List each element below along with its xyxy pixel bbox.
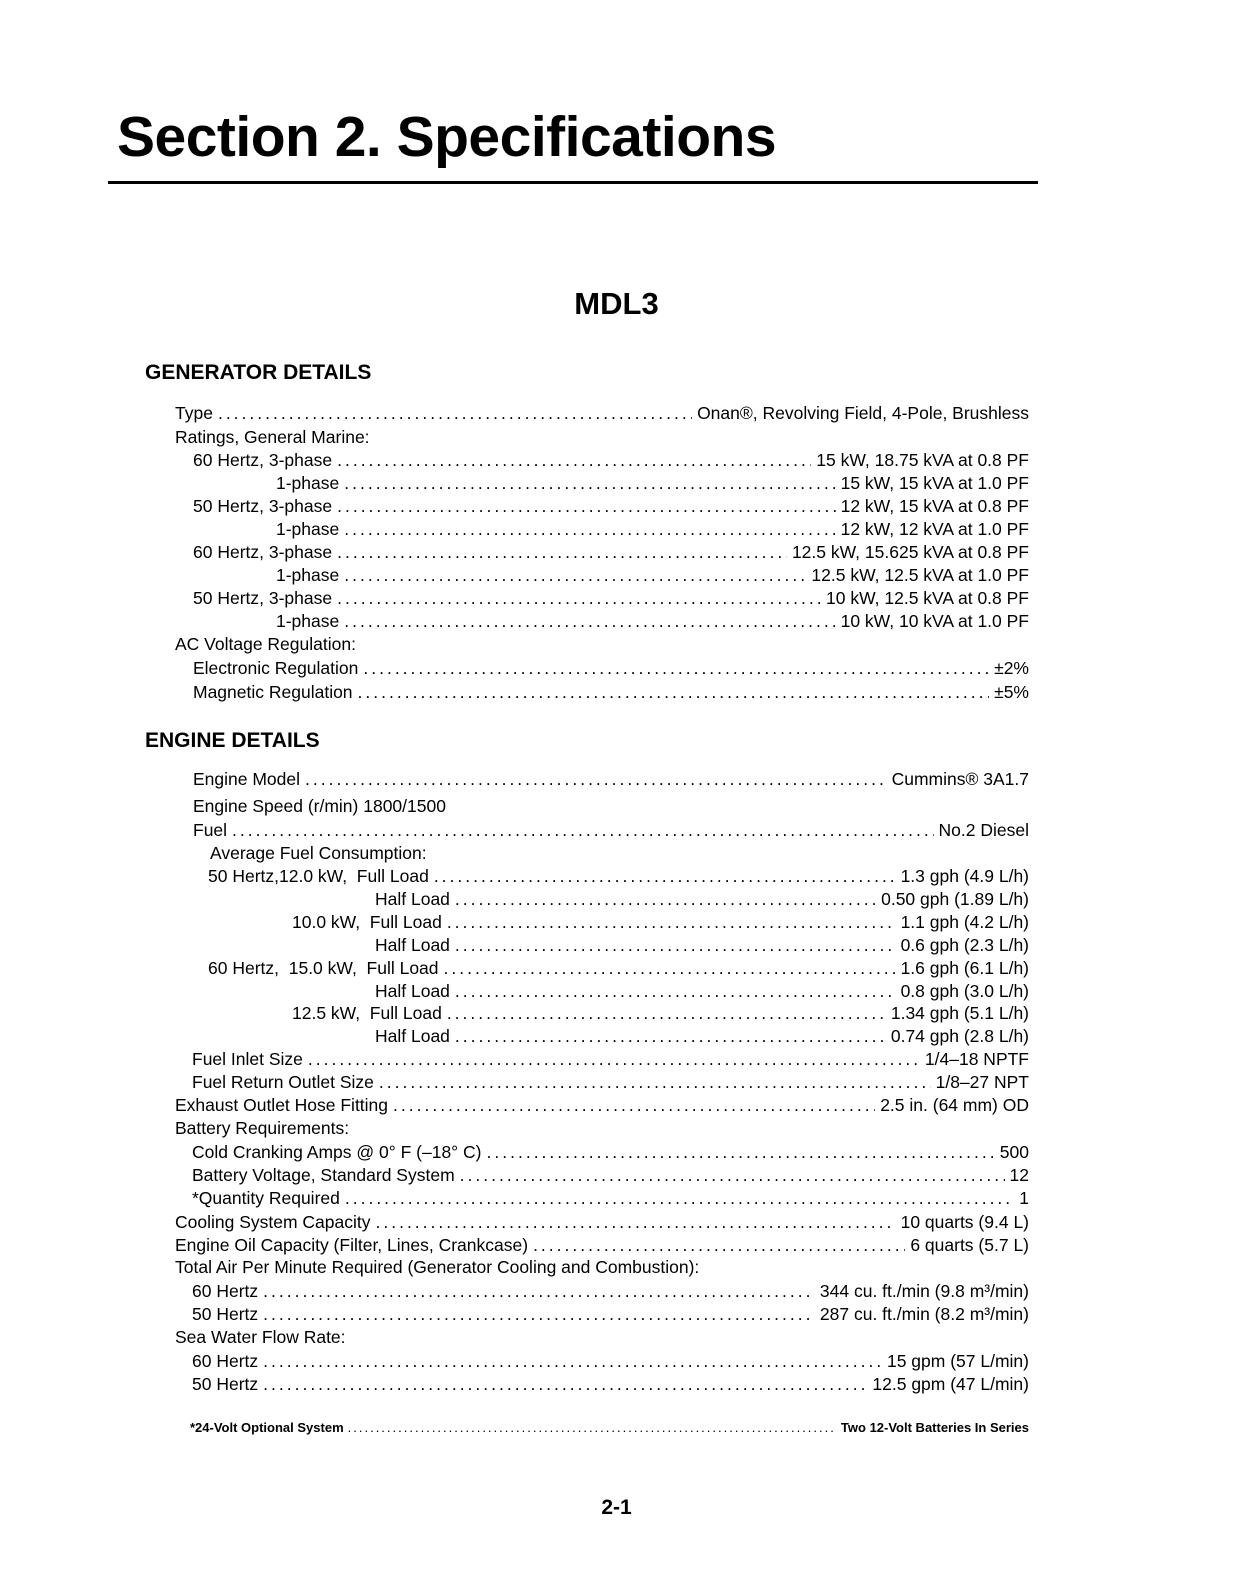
page-number: 2-1 [601,1496,632,1519]
spec-value: 1.6 gph (6.1 L/h) [900,958,1029,978]
spec-row [193,494,1029,518]
spec-value: 0.8 gph (3.0 L/h) [900,981,1029,1001]
footnote-label: *24-Volt Optional System [190,1420,344,1435]
leader-dots [447,1001,886,1025]
spec-row [192,1372,1029,1396]
spec-row [193,680,1029,704]
leader-dots [218,401,692,425]
spec-value: 1.3 gph (4.9 L/h) [900,866,1029,886]
spec-row [175,1233,1029,1257]
spec-label: Half Load [375,935,450,955]
spec-row [375,933,1029,957]
spec-row [192,1070,1029,1094]
spec-label: 1-phase [276,519,340,539]
spec-value: 12.5 kW, 12.5 kVA at 1.0 PF [811,565,1029,585]
spec-label: Engine Speed (r/min) 1800/1500 [193,796,446,816]
spec-value: 12 kW, 12 kVA at 1.0 PF [840,519,1029,539]
spec-label: 10.0 kW, Full Load [292,912,442,932]
spec-row [208,864,1029,888]
spec-row [192,1279,1029,1303]
spec-label: 1-phase [276,473,340,493]
spec-subheading [175,632,356,656]
spec-value: 2.5 in. (64 mm) OD [880,1095,1029,1115]
spec-value: 1.1 gph (4.2 L/h) [900,912,1029,932]
spec-label: Fuel [193,820,228,840]
spec-row [375,979,1029,1003]
spec-label: AC Voltage Regulation: [175,634,356,654]
spec-row [276,563,1029,587]
leader-dots [344,471,835,495]
leader-dots [455,887,876,911]
spec-label: 1-phase [276,611,340,631]
spec-subheading [210,841,427,865]
spec-label: 50 Hertz,12.0 kW, Full Load [208,866,429,886]
leader-dots [455,933,896,957]
spec-label: Half Load [375,889,450,909]
footnote [190,1418,1029,1438]
leader-dots [263,1349,882,1373]
leader-dots [533,1233,905,1257]
generator-details-heading: GENERATOR DETAILS [145,361,372,384]
spec-label: Cooling System Capacity [175,1212,371,1232]
spec-value: 15 gpm (57 L/min) [886,1351,1029,1371]
spec-label: 60 Hertz, 15.0 kW, Full Load [208,958,439,978]
spec-row [276,517,1029,541]
spec-value: 344 cu. ft./min (9.8 m³/min) [819,1281,1029,1301]
spec-label: 60 Hertz, 3-phase [193,450,333,470]
leader-dots [363,656,989,680]
spec-row [192,1349,1029,1373]
title-divider [108,181,1038,184]
spec-value: 12.5 kW, 15.625 kVA at 0.8 PF [791,542,1029,562]
spec-value: 10 kW, 12.5 kVA at 0.8 PF [826,588,1029,608]
spec-label: Total Air Per Minute Required (Generator Cooling and Combustion): [175,1257,700,1277]
spec-row [193,767,1029,791]
spec-label: Sea Water Flow Rate: [175,1327,346,1347]
leader-dots [308,1047,920,1071]
spec-value: 12 [1009,1165,1029,1185]
leader-dots [434,864,896,888]
spec-row [192,1047,1029,1071]
spec-row [192,1140,1029,1164]
leader-dots [344,563,806,587]
spec-value: 500 [999,1142,1029,1162]
spec-value: 0.6 gph (2.3 L/h) [900,935,1029,955]
leader-dots [337,540,787,564]
spec-label: 50 Hertz, 3-phase [193,588,333,608]
spec-label: Exhaust Outlet Hose Fitting [175,1095,389,1115]
model-heading: MDL3 [574,286,659,321]
leader-dots [263,1372,867,1396]
spec-value: 1/8–27 NPT [935,1072,1029,1092]
spec-value: 12.5 gpm (47 L/min) [872,1374,1029,1394]
leader-dots [345,1186,1014,1210]
spec-label: 60 Hertz [192,1281,259,1301]
spec-row [175,401,1029,425]
spec-value: 1.34 gph (5.1 L/h) [890,1003,1029,1023]
spec-value: 10 quarts (9.4 L) [900,1212,1029,1232]
spec-row [192,1302,1029,1326]
leader-dots [444,956,896,980]
spec-label: Engine Oil Capacity (Filter, Lines, Crankcase) [175,1235,529,1255]
spec-row [175,1210,1029,1234]
spec-row [175,1093,1029,1117]
spec-label: Ratings, General Marine: [175,427,370,447]
spec-value: 0.74 gph (2.8 L/h) [890,1026,1029,1046]
spec-value: 1 [1019,1188,1029,1208]
spec-subheading [175,1325,346,1349]
leader-dots [348,1418,837,1438]
spec-row [276,609,1029,633]
spec-value: 12 kW, 15 kVA at 0.8 PF [840,496,1029,516]
spec-row [276,471,1029,495]
spec-row [193,818,1029,842]
spec-value: 287 cu. ft./min (8.2 m³/min) [819,1304,1029,1324]
spec-label: Fuel Inlet Size [192,1049,303,1069]
spec-subheading [175,1116,349,1140]
spec-row [375,1024,1029,1048]
leader-dots [337,586,821,610]
spec-value: Cummins® 3A1.7 [891,769,1029,789]
leader-dots [379,1070,931,1094]
leader-dots [263,1302,815,1326]
spec-row [375,887,1029,911]
leader-dots [344,609,835,633]
spec-label: Average Fuel Consumption: [210,843,427,863]
leader-dots [487,1140,995,1164]
spec-row [292,1001,1029,1025]
spec-label: Electronic Regulation [193,658,359,678]
spec-label: Half Load [375,981,450,1001]
leader-dots [344,517,835,541]
spec-row [192,1163,1029,1187]
leader-dots [337,448,811,472]
spec-label: Engine Model [193,769,301,789]
leader-dots [455,1024,886,1048]
engine-details-heading: ENGINE DETAILS [145,729,320,752]
spec-label: Type [175,403,213,423]
spec-subheading [175,1255,699,1279]
spec-label: Half Load [375,1026,450,1046]
spec-value: 15 kW, 18.75 kVA at 0.8 PF [816,450,1029,470]
spec-label: 50 Hertz, 3-phase [193,496,333,516]
spec-row [193,448,1029,472]
spec-value: ±2% [994,658,1029,678]
spec-subheading [193,794,446,818]
spec-label: *Quantity Required [192,1188,340,1208]
leader-dots [376,1210,896,1234]
leader-dots [232,818,933,842]
spec-row [292,910,1029,934]
spec-label: 50 Hertz [192,1304,259,1324]
spec-label: Magnetic Regulation [193,682,353,702]
spec-row [192,1186,1029,1210]
spec-row [193,540,1029,564]
leader-dots [263,1279,815,1303]
spec-row [193,586,1029,610]
spec-value: 15 kW, 15 kVA at 1.0 PF [840,473,1029,493]
spec-label: 60 Hertz, 3-phase [193,542,333,562]
spec-label: 60 Hertz [192,1351,259,1371]
leader-dots [358,680,990,704]
spec-value: Onan®, Revolving Field, 4-Pole, Brushless [697,403,1029,423]
leader-dots [460,1163,1005,1187]
leader-dots [393,1093,875,1117]
spec-label: 12.5 kW, Full Load [292,1003,442,1023]
spec-label: 50 Hertz [192,1374,259,1394]
leader-dots [337,494,836,518]
leader-dots [305,767,887,791]
spec-value: ±5% [994,682,1029,702]
spec-value: 0.50 gph (1.89 L/h) [881,889,1029,909]
page-title: Section 2. Specifications [117,105,777,169]
spec-label: 1-phase [276,565,340,585]
spec-row [193,656,1029,680]
spec-value: 6 quarts (5.7 L) [910,1235,1029,1255]
footnote-value: Two 12-Volt Batteries In Series [840,1420,1029,1435]
spec-label: Battery Voltage, Standard System [192,1165,455,1185]
spec-value: No.2 Diesel [938,820,1029,840]
spec-label: Cold Cranking Amps @ 0° F (–18° C) [192,1142,482,1162]
leader-dots [455,979,896,1003]
spec-label: Fuel Return Outlet Size [192,1072,374,1092]
spec-value: 1/4–18 NPTF [924,1049,1029,1069]
spec-subheading [175,425,370,449]
spec-row [208,956,1029,980]
leader-dots [447,910,896,934]
spec-label: Battery Requirements: [175,1118,350,1138]
spec-value: 10 kW, 10 kVA at 1.0 PF [840,611,1029,631]
